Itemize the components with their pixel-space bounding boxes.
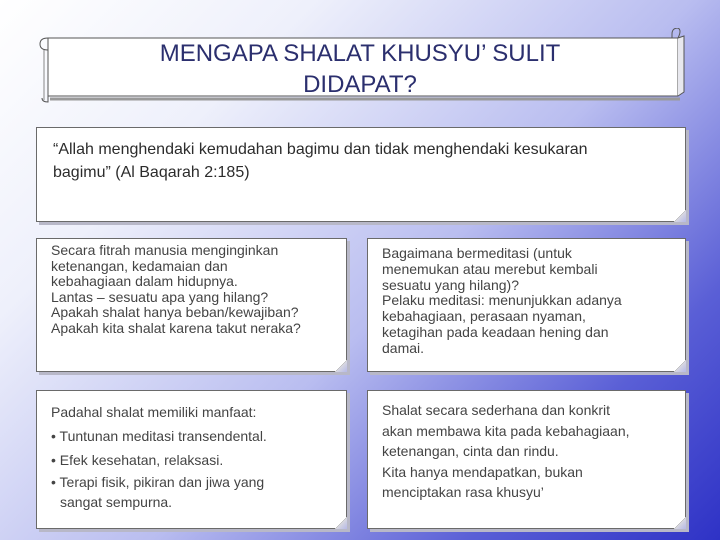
- khusyu-text: [382, 400, 630, 503]
- quote-card: [36, 127, 686, 222]
- bullet-item: • Efek kesehatan, relaksasi.: [51, 452, 224, 468]
- text-line: kebahagiaan, perasaan nyaman,: [382, 308, 586, 325]
- text-line: kebahagiaan dalam hidupnya.: [51, 273, 238, 289]
- text-line: ketenangan, cinta dan rindu.: [382, 443, 559, 459]
- text-line: Apakah kita shalat karena takut neraka?: [51, 319, 301, 336]
- text-line: Bagaimana bermeditasi (untuk: [382, 245, 572, 261]
- bullet-item: • Tuntunan meditasi transendental.: [51, 428, 267, 444]
- text-line: Apakah shalat hanya beban/kewajiban?: [51, 304, 299, 320]
- text-line: ketagihan pada keadaan hening dan: [382, 323, 609, 340]
- quote-line-1: “Allah menghendaki kemudahan bagimu dan tidak menghendaki kesukaran: [53, 141, 588, 158]
- text-line: ketenangan, kedamaian dan: [51, 257, 228, 274]
- text-line: sesuatu yang hilang)?: [382, 276, 519, 293]
- page-title: [60, 38, 660, 100]
- text-line: damai.: [382, 339, 425, 356]
- meditation-card: [367, 238, 686, 372]
- title-line-2: DIDAPAT?: [303, 71, 417, 98]
- meditation-text: [382, 246, 622, 357]
- text-line: Kita hanya mendapatkan, bukan: [382, 463, 583, 480]
- text-line: Secara fitrah manusia menginginkan: [51, 242, 279, 258]
- text-line: Pelaku meditasi: menunjukkan adanya: [382, 292, 622, 309]
- text-line: akan membawa kita pada kebahagiaan,: [382, 422, 630, 439]
- benefits-intro: Padahal shalat memiliki manfaat:: [51, 404, 257, 420]
- text-line: menciptakan rasa khusyu’: [382, 484, 544, 500]
- quote-text: [53, 138, 663, 184]
- fitrah-text: [51, 243, 301, 336]
- quote-line-2: bagimu” (Al Baqarah 2:185): [53, 164, 250, 181]
- khusyu-card: [367, 390, 686, 529]
- benefits-text: [51, 400, 267, 512]
- title-line-1: MENGAPA SHALAT KHUSYU’ SULIT: [159, 40, 561, 67]
- bullet-item: • Terapi fisik, pikiran dan jiwa yang: [51, 474, 265, 490]
- text-line: Lantas – sesuatu apa yang hilang?: [51, 288, 269, 305]
- benefits-card: [36, 390, 347, 529]
- bullet-continuation: sangat sempurna.: [60, 494, 173, 510]
- text-line: Shalat secara sederhana dan konkrit: [382, 402, 611, 418]
- fitrah-card: [36, 238, 347, 372]
- text-line: menemukan atau merebut kembali: [382, 260, 598, 277]
